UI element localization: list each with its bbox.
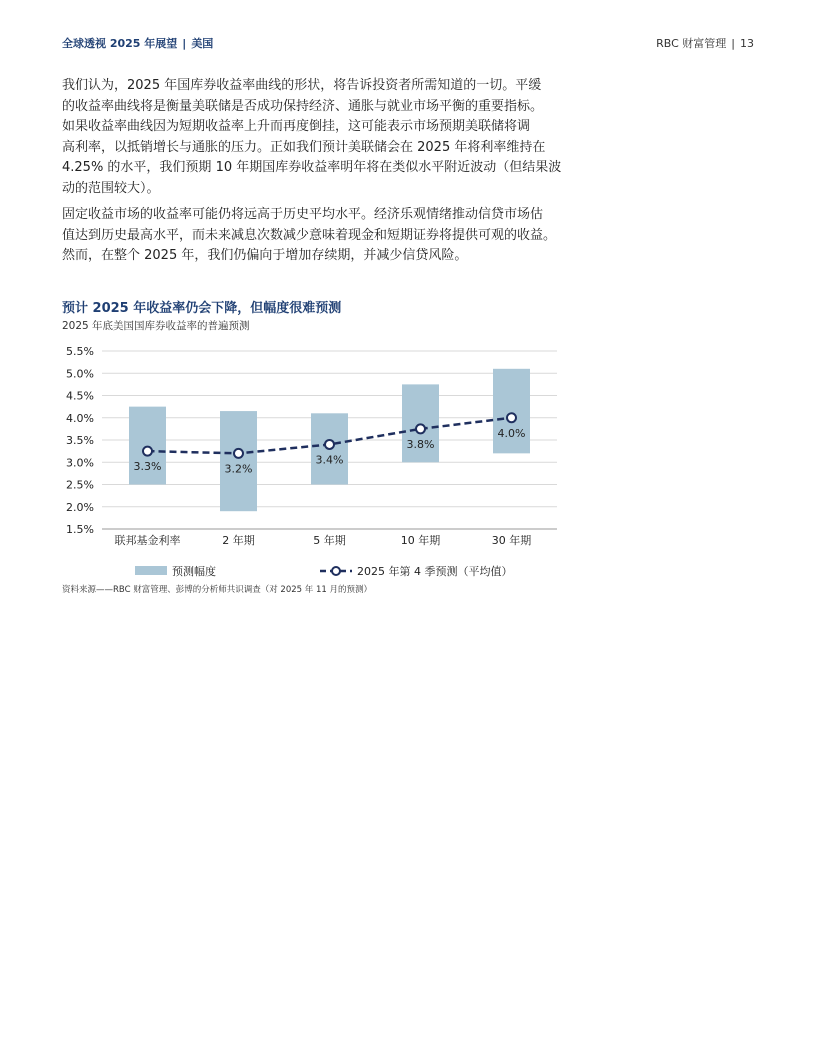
text-line: 固定收益市场的收益率可能仍将远高于历史平均水平。经济乐观情绪推动信贷市场估 <box>62 207 544 222</box>
forecast-point <box>325 440 334 449</box>
report-region: 美国 <box>191 37 214 50</box>
data-label: 3.4% <box>315 453 344 467</box>
legend-label-line: 2025 年第 4 季预测（平均值） <box>357 565 513 578</box>
page-number: 13 <box>740 37 754 50</box>
forecast-point <box>416 424 425 433</box>
forecast-point <box>234 449 243 458</box>
text-line: 的收益率曲线将是衡量美联储是否成功保持经济、通胀与就业市场平衡的重要指标。 <box>62 98 544 114</box>
header-separator-right: | <box>731 37 735 50</box>
forecast-point <box>143 447 152 456</box>
y-tick-label: 4.5% <box>66 389 94 403</box>
x-tick-label: 30 年期 <box>491 534 532 547</box>
text-line: 然而，在整个 2025 年，我们仍偏向于增加存续期，并减少信贷风险。 <box>62 248 468 263</box>
data-label: 4.0% <box>497 426 526 440</box>
text-line: 我们认为，2025 年国库券收益率曲线的形状，将告诉投资者所需知道的一切。平缓 <box>62 78 542 93</box>
text-line: 值达到历史最高水平，而未来减息次数减少意味着现金和短期证券将提供可观的收益。 <box>62 227 557 243</box>
brand-name: RBC 财富管理 <box>656 37 727 50</box>
y-tick-label: 2.5% <box>66 478 94 492</box>
y-tick-label: 1.5% <box>66 523 94 536</box>
text-line: 如果收益率曲线因为短期收益率上升而再度倒挂，这可能表示市场预期美联储将调 <box>62 119 531 134</box>
text-line: 动的范围较大）。 <box>62 180 160 196</box>
y-tick-label: 4.0% <box>66 411 94 425</box>
x-tick-label: 2 年期 <box>222 534 255 547</box>
x-tick-label: 联邦基金利率 <box>114 534 181 547</box>
range-bar <box>493 369 530 454</box>
x-tick-label: 5 年期 <box>313 534 346 547</box>
data-label: 3.8% <box>406 437 435 451</box>
report-title: 全球透视 2025 年展望 <box>62 37 178 50</box>
legend-label-range: 预测幅度 <box>172 565 216 578</box>
text-line: 高利率，以抵销增长与通胀的压力。正如我们预计美联储会在 2025 年将利率维持在 <box>62 139 546 155</box>
chart-subtitle: 2025 年底美国国库券收益率的普遍预测 <box>62 320 250 332</box>
legend-swatch-point <box>332 567 340 575</box>
data-label: 3.3% <box>133 460 162 474</box>
range-bar <box>220 411 257 511</box>
chart-title: 预计 2025 年收益率仍会下降，但幅度很难预测 <box>62 301 342 316</box>
text-line: 4.25% 的水平，我们预期 10 年期国库券收益率明年将在类似水平附近波动（但结果波 <box>62 160 562 175</box>
forecast-point <box>507 413 516 422</box>
x-tick-label: 10 年期 <box>400 534 441 547</box>
data-label: 3.2% <box>224 462 253 476</box>
y-tick-label: 3.5% <box>66 434 94 447</box>
y-tick-label: 2.0% <box>66 500 94 514</box>
y-tick-label: 5.5% <box>66 345 94 358</box>
y-tick-label: 3.0% <box>66 456 94 470</box>
source-note: 资料来源——RBC 财富管理、彭博的分析师共识调查（对 2025 年 11 月的预测） <box>62 585 372 595</box>
header-separator: | <box>182 37 187 50</box>
legend-swatch-range <box>135 566 167 575</box>
y-tick-label: 5.0% <box>66 367 94 381</box>
